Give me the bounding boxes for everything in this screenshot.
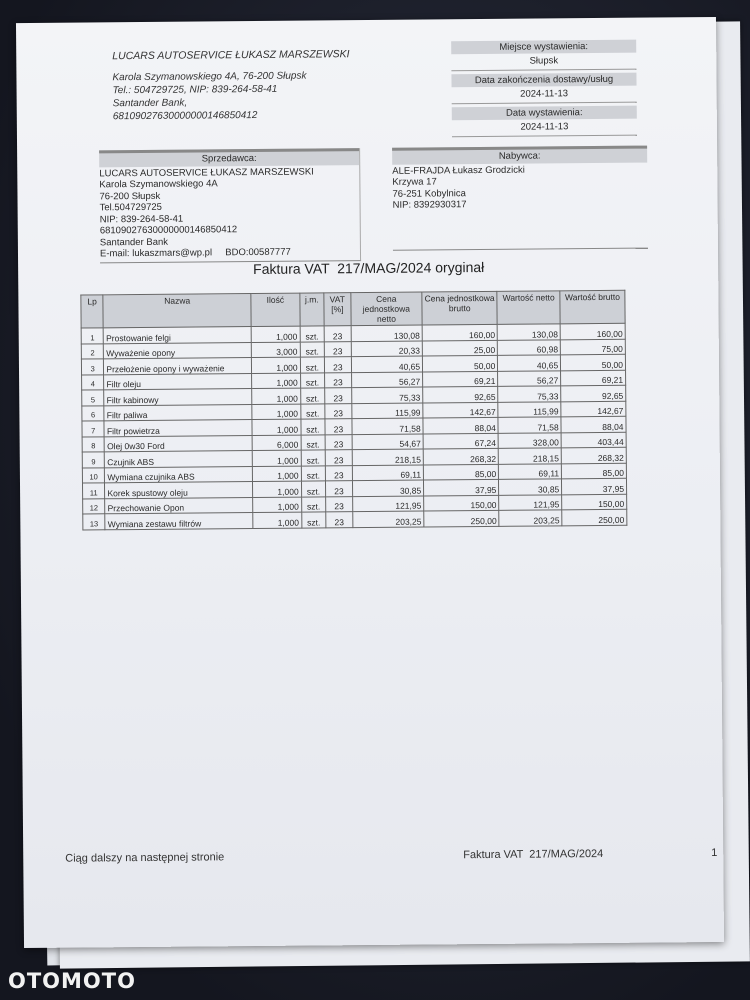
seller-name: LUCARS AUTOSERVICE ŁUKASZ MARSZEWSKI — [99, 165, 314, 179]
cell-name: Przechowanie Opon — [105, 497, 253, 514]
cell-name: Czujnik ABS — [105, 451, 253, 468]
seller-header-contact: Tel.: 504729725, NIP: 839-264-58-41 — [112, 83, 278, 97]
table-header-row — [81, 290, 625, 328]
cell-net-value: 328,00 — [498, 432, 561, 448]
buyer-street: Krzywa 17 — [392, 176, 437, 188]
cell-lp: 12 — [83, 498, 106, 514]
cell-vat: 23 — [325, 450, 352, 466]
cell-unit: szt. — [301, 512, 326, 528]
cell-unit-gross: 25,00 — [422, 340, 497, 356]
col-lp: Lp — [81, 295, 104, 328]
seller-header-bank: Santander Bank, — [112, 97, 188, 110]
cell-name: Prostowanie felgi — [104, 327, 252, 344]
col-unit-net: Cena jednostkowa netto — [350, 292, 422, 326]
cell-name: Wymiana zestawu filtrów — [105, 513, 253, 530]
cell-unit-net: 69,11 — [352, 465, 424, 481]
cell-unit: szt. — [301, 450, 326, 466]
cell-unit: szt. — [300, 341, 325, 357]
cell-unit-gross: 92,65 — [423, 386, 498, 402]
cell-qty: 1,000 — [253, 497, 301, 513]
seller-account: 68109027630000000146850412 — [99, 224, 238, 237]
cell-gross-value: 142,67 — [561, 401, 626, 417]
cell-vat: 23 — [325, 403, 352, 419]
buyer-heading: Nabywca: — [392, 146, 647, 165]
cell-gross-value: 92,65 — [561, 385, 626, 401]
cell-unit: szt. — [300, 403, 325, 419]
seller-bank: Santander Bank — [99, 236, 169, 248]
cell-lp: 9 — [82, 452, 105, 468]
cell-vat: 23 — [325, 434, 352, 450]
cell-vat: 23 — [324, 326, 351, 342]
cell-qty: 1,000 — [253, 512, 301, 528]
cell-gross-value: 268,32 — [561, 447, 626, 463]
cell-unit: szt. — [300, 388, 325, 404]
col-name: Nazwa — [103, 294, 251, 328]
cell-name: Wymiana czujnika ABS — [105, 466, 253, 483]
cell-net-value: 60,98 — [498, 339, 561, 355]
delivery-date-label: Data zakończenia dostawy/usług — [451, 73, 636, 88]
footer-invoice-ref: Faktura VAT 217/MAG/2024 — [463, 847, 604, 862]
cell-vat: 23 — [326, 512, 353, 528]
cell-unit-net: 121,95 — [352, 496, 424, 512]
cell-qty: 1,000 — [253, 466, 301, 482]
cell-qty: 1,000 — [252, 373, 300, 389]
cell-name: Filtr paliwa — [104, 404, 252, 421]
col-vat: VAT [%] — [324, 293, 351, 326]
col-gross-value: Wartość brutto — [560, 290, 625, 324]
cell-vat: 23 — [326, 481, 353, 497]
cell-unit-net: 54,67 — [352, 434, 424, 450]
cell-unit-net: 218,15 — [352, 449, 424, 465]
cell-unit-net: 203,25 — [352, 511, 424, 527]
cell-unit: szt. — [301, 481, 326, 497]
cell-net-value: 121,95 — [499, 494, 562, 510]
cell-unit-gross: 150,00 — [424, 495, 499, 511]
cell-net-value: 75,33 — [498, 386, 561, 402]
cell-net-value: 130,08 — [497, 324, 560, 340]
cell-qty: 1,000 — [253, 481, 301, 497]
buyer-block — [392, 146, 648, 251]
cell-unit-net: 130,08 — [351, 325, 423, 341]
cell-vat: 23 — [324, 341, 351, 357]
cell-unit: szt. — [300, 326, 325, 342]
cell-unit-gross: 142,67 — [423, 402, 498, 418]
seller-header-name: LUCARS AUTOSERVICE ŁUKASZ MARSZEWSKI — [112, 48, 350, 63]
seller-email-bdo: E-mail: lukaszmars@wp.pl BDO:00587777 — [99, 246, 291, 260]
buyer-city: 76-251 Kobylnica — [392, 187, 466, 200]
cell-lp: 13 — [83, 514, 106, 530]
cell-name: Filtr powietrza — [104, 420, 252, 437]
cell-gross-value: 88,04 — [561, 416, 626, 432]
page-number: 1 — [711, 846, 718, 860]
cell-qty: 1,000 — [252, 388, 300, 404]
seller-header-account: 68109027630000000146850412 — [112, 109, 258, 123]
cell-lp: 2 — [81, 343, 104, 359]
place-value: Słupsk — [451, 53, 636, 72]
cell-unit-gross: 67,24 — [423, 433, 498, 449]
cell-gross-value: 37,95 — [562, 478, 627, 494]
cell-gross-value: 160,00 — [560, 323, 625, 339]
cell-vat: 23 — [325, 357, 352, 373]
seller-nip: NIP: 839-264-58-41 — [99, 213, 184, 225]
invoice-page — [16, 17, 724, 948]
cell-net-value: 69,11 — [499, 463, 562, 479]
cell-net-value: 115,99 — [498, 401, 561, 417]
cell-qty: 1,000 — [251, 326, 299, 342]
seller-heading: Sprzedawca: — [99, 148, 359, 167]
seller-tel: Tel.504729725 — [99, 201, 162, 214]
seller-street: Karola Szymanowskiego 4A — [99, 178, 218, 191]
cell-gross-value: 403,44 — [561, 432, 626, 448]
invoice-meta-box — [451, 40, 637, 141]
cell-qty: 3,000 — [252, 342, 300, 358]
cell-qty: 1,000 — [253, 450, 301, 466]
delivery-date-value: 2024-11-13 — [452, 86, 637, 105]
cell-net-value: 56,27 — [498, 370, 561, 386]
cell-unit-gross: 88,04 — [423, 417, 498, 433]
place-label: Miejsce wystawienia: — [451, 40, 636, 55]
cell-gross-value: 69,21 — [561, 370, 626, 386]
cell-unit-net: 30,85 — [352, 480, 424, 496]
cell-lp: 4 — [82, 374, 105, 390]
seller-block — [99, 148, 361, 263]
cell-lp: 3 — [81, 359, 104, 375]
invoice-title: Faktura VAT 217/MAG/2024 oryginał — [253, 258, 485, 278]
cell-unit-net: 75,33 — [351, 387, 423, 403]
cell-unit: szt. — [301, 434, 326, 450]
cell-lp: 11 — [82, 483, 105, 499]
cell-gross-value: 85,00 — [562, 463, 627, 479]
cell-unit-gross: 69,21 — [423, 371, 498, 387]
cell-unit: szt. — [300, 372, 325, 388]
cell-vat: 23 — [325, 372, 352, 388]
col-qty: Ilość — [251, 293, 300, 326]
cell-unit-net: 56,27 — [351, 372, 423, 388]
cell-lp: 8 — [82, 436, 105, 452]
invoice-items-table — [80, 290, 627, 530]
cell-gross-value: 150,00 — [562, 494, 627, 510]
cell-unit-net: 20,33 — [351, 341, 423, 357]
cell-unit-gross: 50,00 — [423, 355, 498, 371]
cell-gross-value: 50,00 — [561, 354, 626, 370]
cell-unit-gross: 160,00 — [422, 324, 497, 340]
cell-net-value: 71,58 — [498, 417, 561, 433]
otomoto-watermark: OTOMOTO — [8, 969, 136, 993]
col-unit: j.m. — [299, 293, 324, 326]
cell-gross-value: 75,00 — [560, 339, 625, 355]
cell-qty: 1,000 — [252, 419, 300, 435]
cell-name: Filtr kabinowy — [104, 389, 252, 406]
cell-lp: 5 — [82, 390, 105, 406]
seller-header-block — [112, 48, 350, 123]
cell-lp: 6 — [82, 405, 105, 421]
col-net-value: Wartość netto — [497, 291, 560, 325]
cell-lp: 10 — [82, 467, 105, 483]
cell-unit-net: 71,58 — [352, 418, 424, 434]
cell-lp: 1 — [81, 328, 104, 344]
cell-name: Wyważenie opony — [104, 342, 252, 359]
cell-name: Filtr oleju — [104, 373, 252, 390]
cell-gross-value: 250,00 — [562, 509, 627, 525]
cell-unit-net: 40,65 — [351, 356, 423, 372]
buyer-nip: NIP: 8392930317 — [392, 199, 467, 211]
cell-unit-gross: 250,00 — [424, 510, 499, 526]
cell-unit-gross: 268,32 — [423, 448, 498, 464]
cell-name: Przełożenie opony i wyważenie — [104, 358, 252, 375]
cell-unit: szt. — [300, 357, 325, 373]
cell-net-value: 218,15 — [499, 448, 562, 464]
continued-note: Ciąg dalszy na następnej stronie — [65, 851, 225, 865]
cell-unit: szt. — [301, 465, 326, 481]
cell-qty: 6,000 — [252, 435, 300, 451]
cell-net-value: 40,65 — [498, 355, 561, 371]
cell-qty: 1,000 — [252, 357, 300, 373]
cell-unit: szt. — [301, 419, 326, 435]
cell-vat: 23 — [325, 388, 352, 404]
cell-vat: 23 — [325, 419, 352, 435]
cell-vat: 23 — [325, 465, 352, 481]
issue-date-label: Data wystawienia: — [452, 106, 637, 121]
cell-net-value: 203,25 — [499, 510, 562, 526]
seller-city: 76-200 Słupsk — [99, 190, 161, 202]
cell-qty: 1,000 — [252, 404, 300, 420]
col-unit-gross: Cena jednostkowa brutto — [422, 291, 497, 325]
cell-unit-gross: 37,95 — [424, 479, 499, 495]
cell-name: Korek spustowy oleju — [105, 482, 253, 499]
cell-name: Olej 0w30 Ford — [104, 435, 252, 452]
table-body — [81, 323, 627, 529]
cell-lp: 7 — [82, 421, 105, 437]
cell-unit-gross: 85,00 — [423, 464, 498, 480]
cell-net-value: 30,85 — [499, 479, 562, 495]
cell-unit-net: 115,99 — [351, 403, 423, 419]
cell-vat: 23 — [326, 496, 353, 512]
seller-header-address: Karola Szymanowskiego 4A, 76-200 Słupsk — [112, 70, 307, 84]
buyer-name: ALE-FRAJDA Łukasz Grodzicki — [392, 164, 525, 177]
issue-date-value: 2024-11-13 — [452, 119, 637, 138]
cell-unit: szt. — [301, 496, 326, 512]
